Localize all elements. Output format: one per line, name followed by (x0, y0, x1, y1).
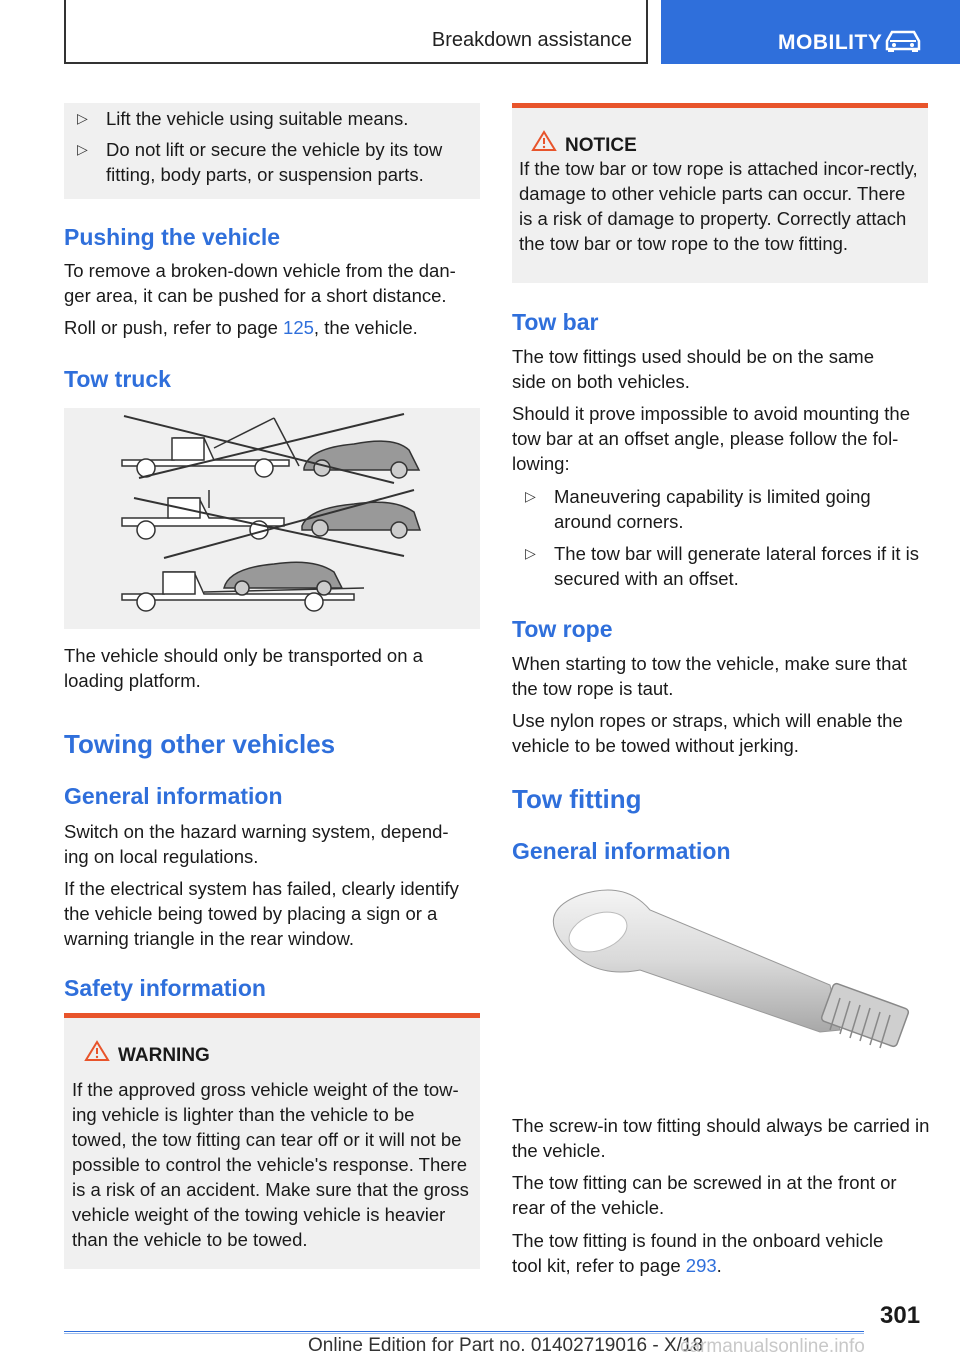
triangle-bullet-icon: ▷ (525, 488, 536, 504)
paragraph: If the electrical system has failed, clearly identify the vehicle being towed by placing a sign or a warning triangle in the rear window. (64, 878, 459, 949)
list-item: ▷ Maneuvering capability is limited going around corners. (525, 486, 871, 532)
warning-triangle-icon (531, 130, 557, 152)
paragraph: The tow fitting is found in the onboard vehicle tool kit, refer to page 293. (512, 1230, 884, 1276)
heading-tow-rope: Tow rope (512, 616, 613, 642)
paragraph: Use nylon ropes or straps, which will enable the vehicle to be towed without jerking. (512, 710, 903, 756)
heading-towing-other-vehicles: Towing other vehicles (64, 729, 336, 759)
header-section-title: Breakdown assistance (431, 29, 632, 51)
heading-safety-information: Safety information (64, 975, 266, 1001)
tow-truck-illustration (64, 408, 480, 629)
warning-box (64, 1013, 480, 1269)
notice-box (512, 103, 928, 283)
list-item: ▷ The tow bar will generate lateral forces if it is secured with an offset. (525, 543, 920, 589)
paragraph: To remove a broken-down vehicle from the dan- ger area, it can be pushed for a short distance. (64, 260, 456, 306)
paragraph: The screw-in tow fitting should always be carried in the vehicle. (512, 1115, 930, 1161)
warning-triangle-icon (84, 1040, 110, 1062)
notice-label: NOTICE (565, 135, 637, 156)
heading-general-information: General information (64, 783, 283, 809)
warning-text: If the approved gross vehicle weight of the tow-ing vehicle is lighter than the vehicle to be towed, the tow fitting can tear off or it will not be possible to control the vehicle's response. There is a risk of an accident. Make sure that the gross vehicle weight of the towing vehicle is heavier than the vehicle to be towed. (72, 1079, 469, 1250)
header-chapter-label: MOBILITY (778, 31, 883, 54)
heading-tow-bar: Tow bar (512, 309, 599, 335)
header-chapter-tab[interactable] (661, 0, 960, 64)
page-number: 301 (880, 1302, 921, 1329)
page-link[interactable]: 293 (685, 1255, 717, 1276)
paragraph: Switch on the hazard warning system, depend-ing on local regulations. (64, 821, 449, 867)
footer-divider (64, 1333, 864, 1334)
watermark: carmanualsonline.info (680, 1336, 865, 1357)
paragraph: The tow fitting can be screwed in at the front or rear of the vehicle. (512, 1172, 897, 1218)
heading-pushing: Pushing the vehicle (64, 224, 280, 250)
figure-caption: The vehicle should only be transported on a loading platform. (64, 645, 423, 691)
triangle-bullet-icon: ▷ (525, 545, 536, 561)
warning-label: WARNING (118, 1045, 210, 1066)
paragraph: Should it prove impossible to avoid mounting the tow bar at an offset angle, please follow the fol-lowing: (512, 403, 910, 474)
page-link[interactable]: 125 (283, 317, 314, 338)
heading-tow-truck: Tow truck (64, 366, 171, 392)
list-item: ▷ Do not lift or secure the vehicle by its tow fitting, body parts, or suspension parts. (77, 139, 443, 185)
tow-truck-figure (64, 408, 480, 629)
paragraph: When starting to tow the vehicle, make sure that the tow rope is taut. (512, 653, 907, 699)
heading-general-information-right: General information (512, 838, 731, 864)
heading-tow-fitting: Tow fitting (512, 784, 642, 814)
tow-fitting-image (530, 880, 920, 1080)
notice-text: If the tow bar or tow rope is attached incor-rectly, damage to other vehicle parts can occur. There is a risk of damage to property. Correctly attach the tow bar or tow rope to the tow fitting. (519, 158, 918, 254)
car-icon (883, 30, 923, 52)
triangle-bullet-icon: ▷ (77, 110, 88, 126)
paragraph: The tow fittings used should be on the same side on both vehicles. (512, 346, 874, 392)
header-section-box (64, 0, 648, 64)
bullet-box (64, 103, 480, 199)
triangle-bullet-icon: ▷ (77, 141, 88, 157)
paragraph: Roll or push, refer to page 125, the vehicle. (64, 317, 418, 338)
footer-divider (64, 1331, 864, 1332)
tow-fitting-figure (530, 880, 920, 1080)
list-item: ▷ Lift the vehicle using suitable means. (77, 108, 409, 129)
footer-edition: Online Edition for Part no. 01402719016 - X/18 (308, 1335, 704, 1356)
